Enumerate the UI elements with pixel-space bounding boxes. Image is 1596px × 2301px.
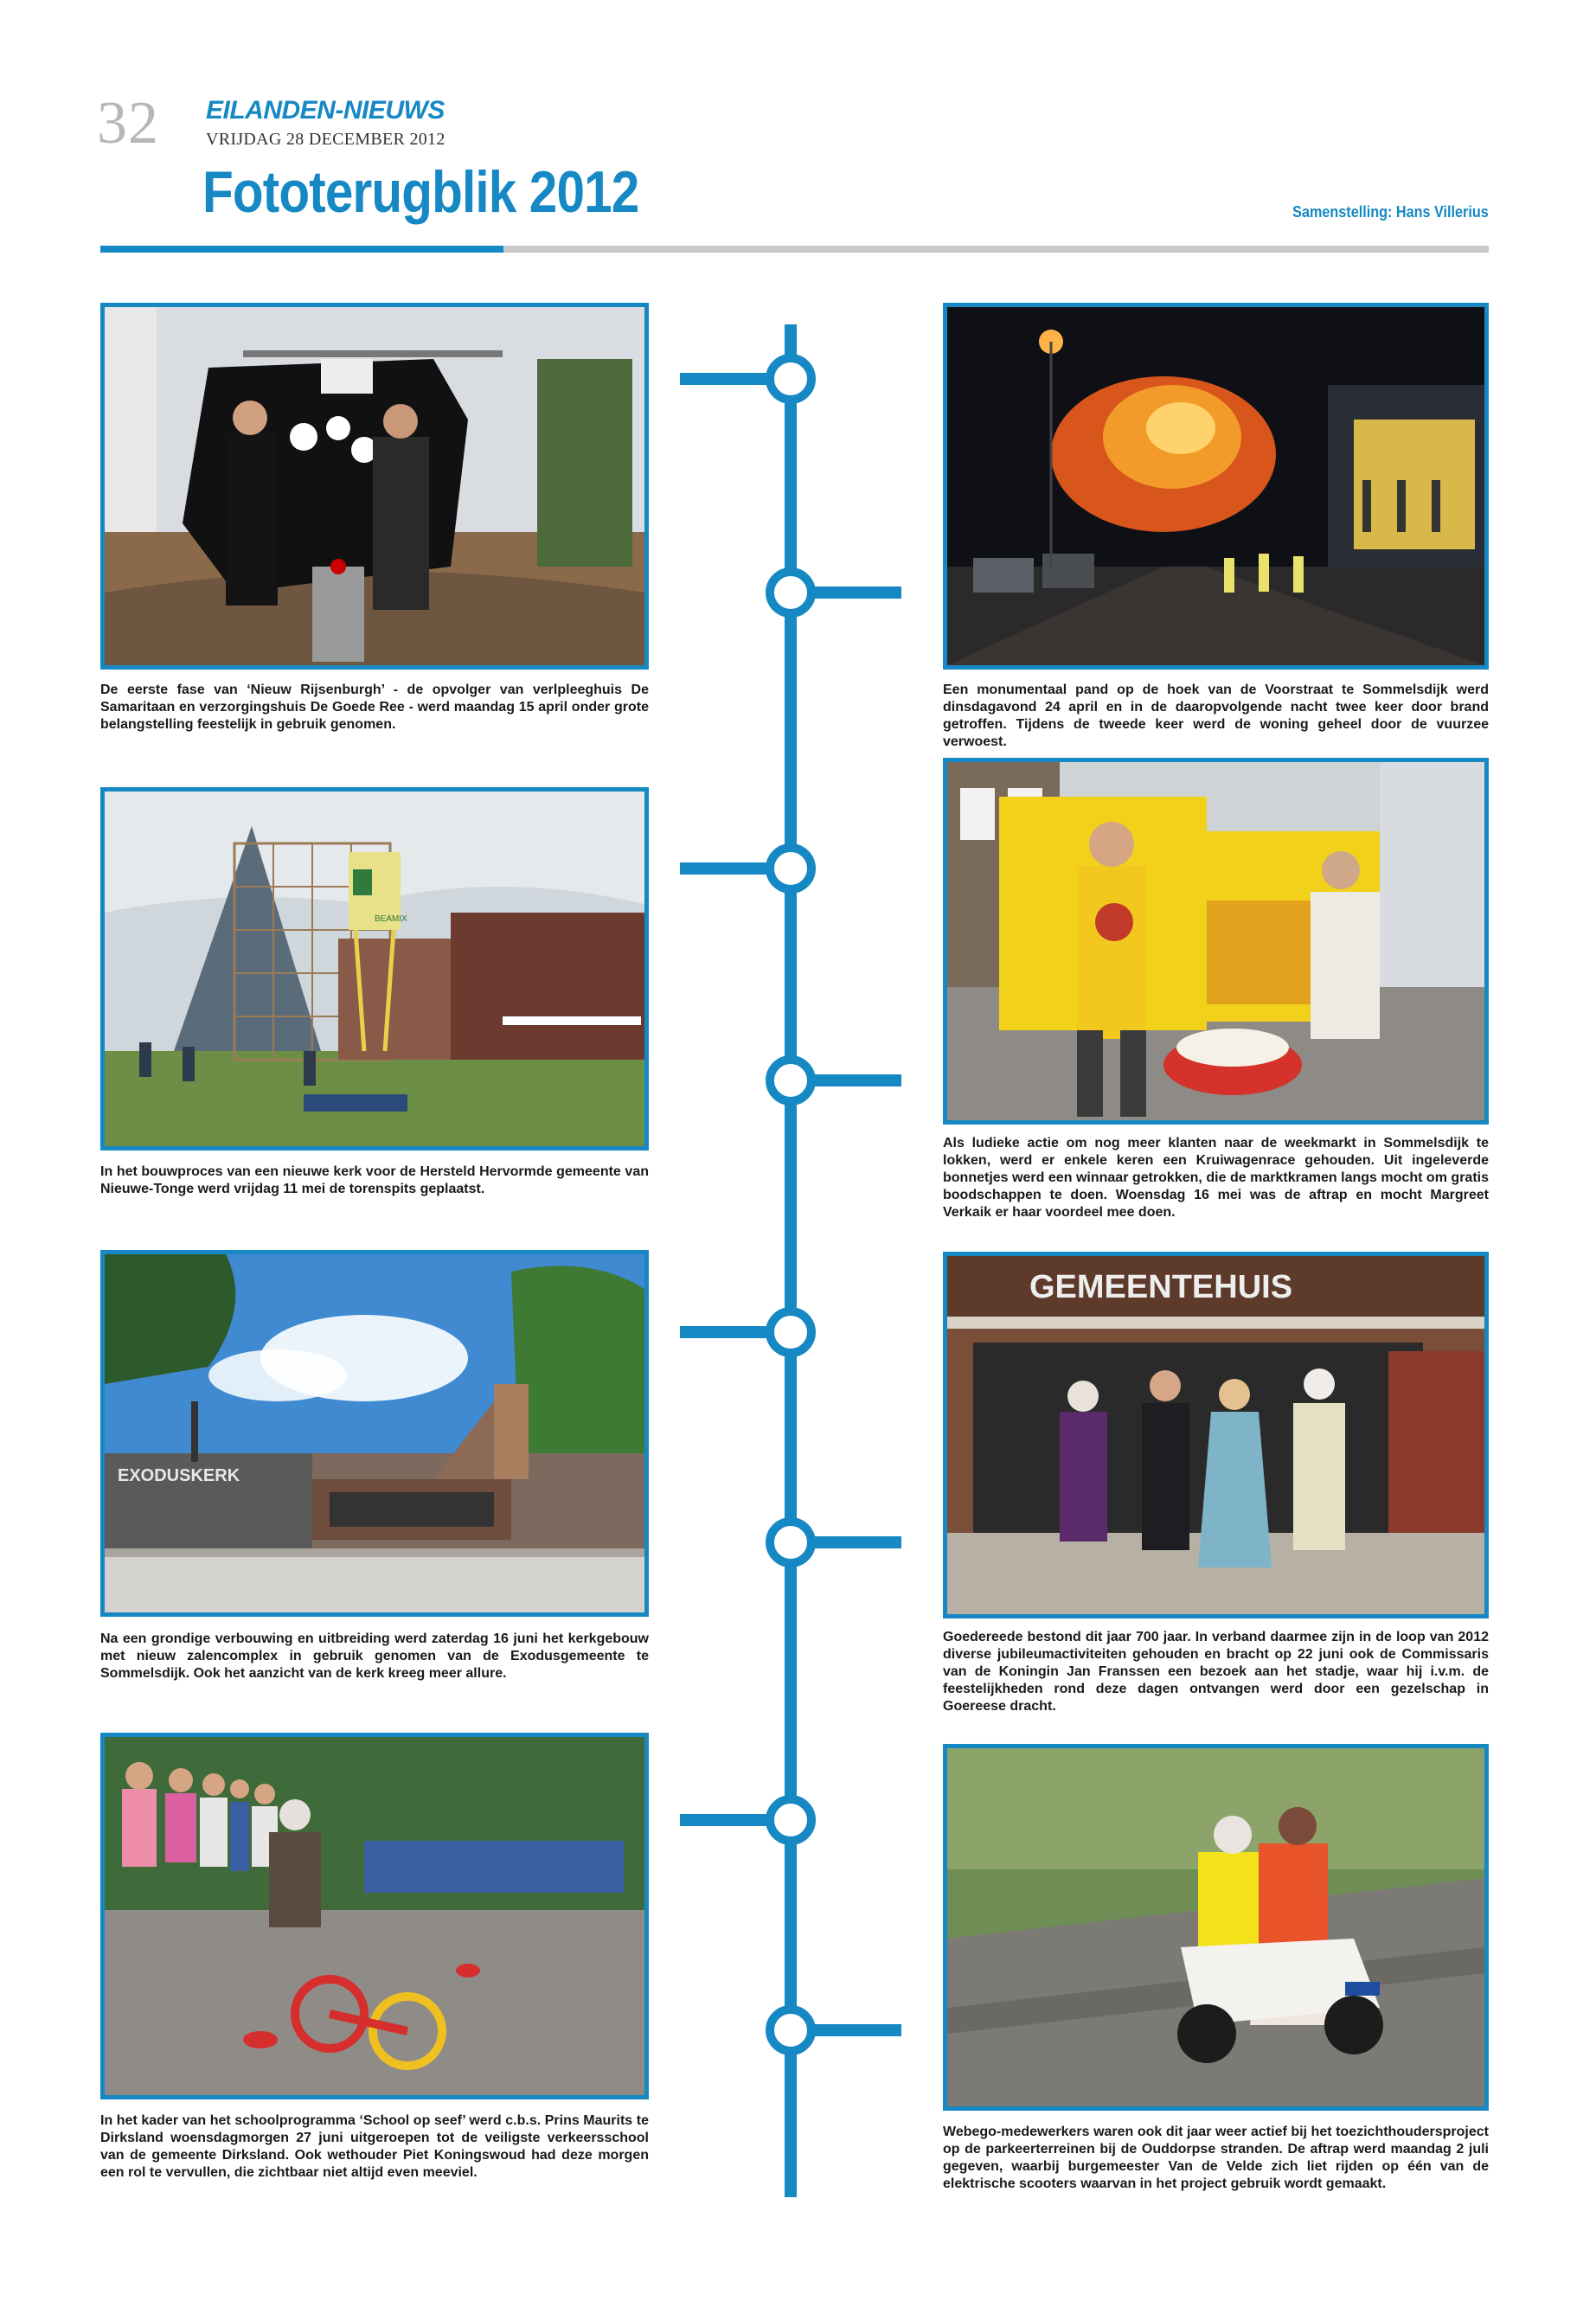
photo-scooter bbox=[943, 1744, 1489, 2111]
caption-8: Webego-medewerkers waren ook dit jaar weer actief bij het toezichthoudersproject op de parkeerterreinen bij de Ouddorpse stranden. De aftrap werd maandag 2 juli gegeven, waarbij burgemeester Van de Velde zich liet rijden op één van de elektrische scooters waarvan in het project gebruik wordt gemaakt. bbox=[943, 2125, 1489, 2191]
photo-exoduskerk bbox=[100, 1250, 649, 1617]
page-title: Fototerugblik 2012 bbox=[202, 159, 639, 225]
caption-3: In het bouwproces van een nieuwe kerk voor de Hersteld Hervormde gemeente van Nieuwe-Tonge werd vrijdag 11 mei de torenspits geplaatst. bbox=[100, 1164, 649, 1196]
beamix-logo-text: BEAMIX bbox=[375, 914, 407, 924]
timeline-node bbox=[770, 358, 811, 400]
caption-2: Een monumentaal pand op de hoek van de Voorstraat te Sommelsdijk werd dinsdagavond 24 april en in de daaropvolgende nacht twee keer door brand getroffen. Tijdens de tweede keer werd de woning geheel door de vuurzee verwoest. bbox=[943, 683, 1489, 749]
timeline-node bbox=[770, 1799, 811, 1841]
caption-5: Na een grondige verbouwing en uitbreiding werd zaterdag 16 juni het kerkgebouw met nieuw zalencomplex in gebruik genomen van de Exodusgemeente te Sommelsdijk. Ook het aanzicht van de kerk kreeg meer allure. bbox=[100, 1631, 649, 1681]
caption-7: In het kader van het schoolprogramma ‘School op seef’ werd c.b.s. Prins Maurits te Dirksland woensdagmorgen 27 juni uitgeroepen tot de veiligste verkeersschool van de gemeente Dirksland. Ook wethouder Piet Koningswoud had deze morgen een rol te vervullen, die zichtbaar niet altijd even meeviel. bbox=[100, 2113, 649, 2180]
photo-house-fire bbox=[943, 303, 1489, 670]
exoduskerk-sign-text: EXODUSKERK bbox=[118, 1466, 240, 1485]
caption-6: Goedereede bestond dit jaar 700 jaar. In verband daarmee zijn in de loop van 2012 diverse jubileumactiviteiten gehouden en bracht op 22 juni ook de Commissaris van de Koningin Jan Franssen een bezoek aan het stadje, waar hij i.v.m. de feestelijkheden rond deze dagen ontvangen werd door een gezelschap in Goereese dracht. bbox=[943, 1630, 1489, 1714]
timeline-node bbox=[770, 2009, 811, 2051]
photo-opening-ceremony bbox=[100, 303, 649, 670]
timeline-node bbox=[770, 1060, 811, 1101]
photo-gemeentehuis bbox=[943, 1252, 1489, 1618]
header-rule-accent bbox=[100, 246, 503, 253]
compiler-credit: Samenstelling: Hans Villerius bbox=[1292, 203, 1489, 221]
photo-school-cycling bbox=[100, 1733, 649, 2099]
photo-market-race bbox=[943, 758, 1489, 1125]
caption-1: De eerste fase van ‘Nieuw Rijsenburgh’ - de opvolger van verlpleeghuis De Samaritaan en verzorgingshuis De Goede Ree - werd maandag 15 april onder grote belangstelling feestelijk in gebruik genomen. bbox=[100, 683, 649, 732]
timeline-node bbox=[770, 572, 811, 613]
gemeentehuis-sign-text: GEMEENTEHUIS bbox=[1029, 1269, 1293, 1305]
caption-4: Als ludieke actie om nog meer klanten naar de weekmarkt in Sommelsdijk te lokken, werd er enkele keren een Kruiwagenrace gehouden. Uit ingeleverde bonnetjes werd een winnaar getrokken, die de marktkramen langs mocht om gratis boodschappen te doen. Woensdag 16 mei was de aftrap en mocht Margreet Verkaik er haar voordeel mee doen. bbox=[943, 1136, 1489, 1220]
page-number: 32 bbox=[97, 90, 159, 157]
issue-date: VRIJDAG 28 DECEMBER 2012 bbox=[206, 130, 445, 149]
masthead-logo: EILANDEN-NIEUWS bbox=[206, 96, 445, 125]
timeline-node bbox=[770, 848, 811, 889]
timeline-node bbox=[770, 1522, 811, 1563]
photo-church-construction bbox=[100, 787, 649, 1150]
timeline-node bbox=[770, 1311, 811, 1353]
